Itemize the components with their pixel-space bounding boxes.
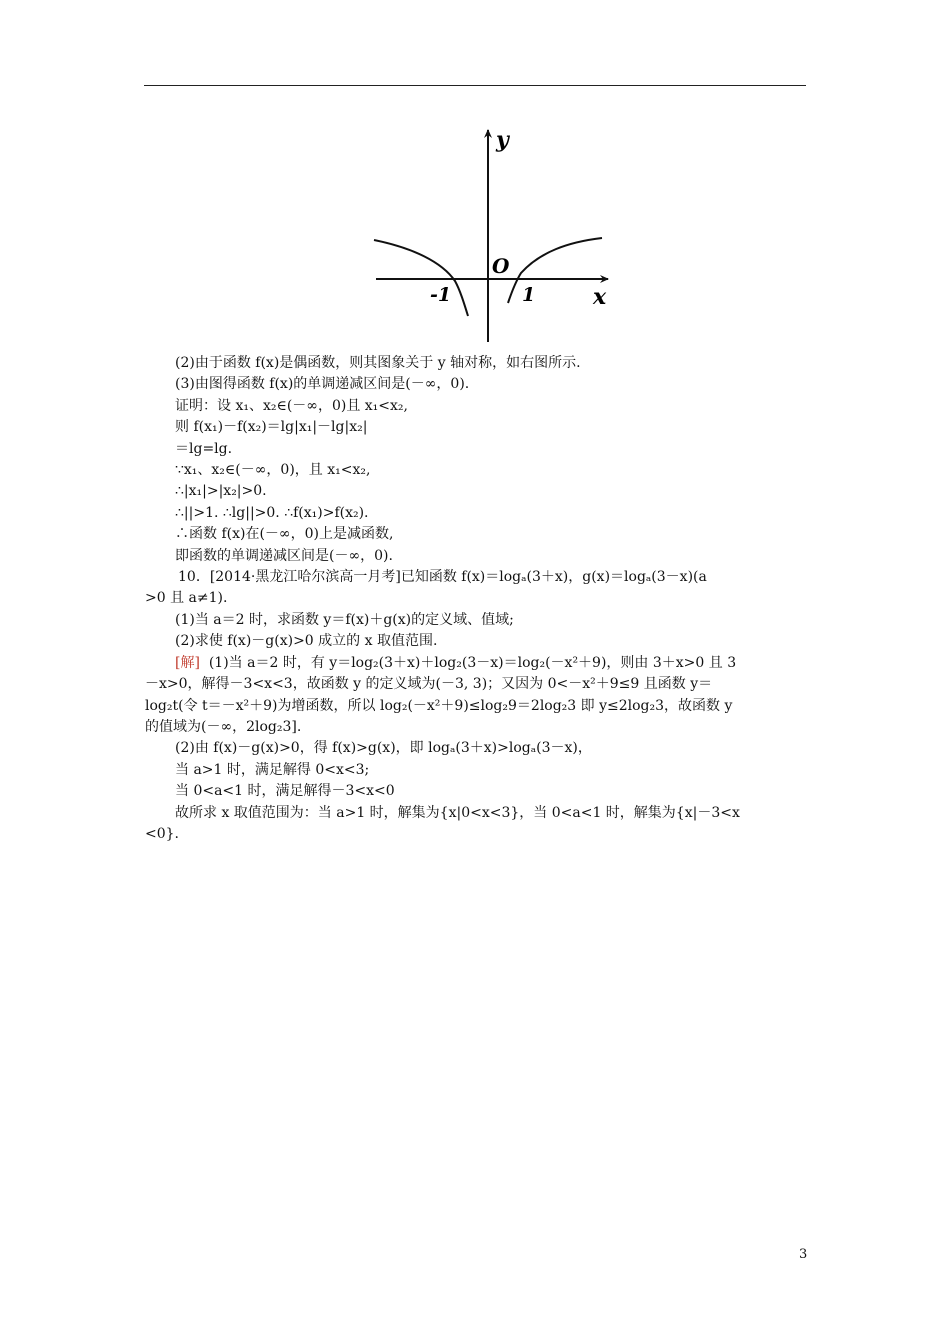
text-line: ∴函数 f(x)在(－∞，0)上是减函数, bbox=[175, 526, 394, 543]
problem-10-stem: 10．[2014·黑龙江哈尔滨高一月考]已知函数 f(x)＝logₐ(3＋x)，g(x)＝logₐ(3－x)(a bbox=[178, 569, 707, 586]
text-line: (2)由于函数 f(x)是偶函数，则其图象关于 y 轴对称，如右图所示. bbox=[175, 355, 581, 371]
text-line: －x>0，解得－3<x<3，故函数 y 的定义域为(－3, 3)；又因为 0<－x²＋9≤9 且函数 y＝ bbox=[145, 676, 713, 693]
text-line: 证明：设 x₁、x₂∈(－∞，0)且 x₁<x₂, bbox=[175, 397, 408, 414]
page-number: 3 bbox=[799, 1247, 808, 1262]
text-line: ∵x₁、x₂∈(－∞，0)，且 x₁<x₂, bbox=[175, 462, 371, 479]
text-line: ＝lg=lg. bbox=[175, 440, 233, 457]
solution-line bbox=[145, 653, 808, 674]
tick-label-neg1: -1 bbox=[430, 284, 452, 306]
origin-label: O bbox=[492, 254, 510, 278]
text-line: <0}. bbox=[145, 825, 179, 842]
text-line: ∴||>1. ∴lg||>0. ∴f(x₁)>f(x₂). bbox=[175, 504, 369, 521]
text-line: 则 f(x₁)－f(x₂)＝lg|x₁|－lg|x₂| bbox=[175, 419, 368, 436]
text-line: (3)由图得函数 f(x)的单调递减区间是(－∞，0). bbox=[175, 376, 470, 393]
text-line: 当 a>1 时，满足解得 0<x<3; bbox=[175, 761, 370, 778]
text-line: 即函数的单调递减区间是(－∞，0). bbox=[175, 547, 393, 564]
text-line: (2)由 f(x)－g(x)>0，得 f(x)>g(x)，即 logₐ(3＋x)>logₐ(3－x)， bbox=[175, 740, 592, 757]
solution-tag: [解] bbox=[175, 654, 200, 671]
function-graph bbox=[368, 122, 618, 346]
x-axis-label: x bbox=[593, 284, 607, 310]
solution-text: (1)当 a＝2 时，有 y＝log₂(3＋x)＋log₂(3－x)＝log₂(－x²＋9)，则由 3＋x>0 且 3 bbox=[208, 654, 737, 671]
tick-label-1: 1 bbox=[522, 284, 536, 306]
text-line: ∴|x₁|>|x₂|>0. bbox=[175, 483, 267, 500]
text-line: 的值域为(－∞，2log₂3]. bbox=[145, 718, 302, 735]
problem-10-part1: (1)当 a＝2 时，求函数 y＝f(x)＋g(x)的定义域、值域; bbox=[175, 611, 514, 628]
text-line: 故所求 x 取值范围为：当 a>1 时，解集为{x|0<x<3}，当 0<a<1 时，解集为{x|－3<x bbox=[175, 804, 740, 821]
text-line: 当 0<a<1 时，满足解得－3<x<0 bbox=[175, 783, 395, 800]
header-rule bbox=[144, 85, 806, 86]
document-body bbox=[145, 353, 808, 845]
problem-10-part2: (2)求使 f(x)－g(x)>0 成立的 x 取值范围. bbox=[175, 633, 438, 650]
y-axis-label: y bbox=[496, 127, 509, 153]
text-line: >0 且 a≠1). bbox=[145, 590, 228, 607]
text-line: log₂t(令 t＝－x²＋9)为增函数，所以 log₂(－x²＋9)≤log₂9＝2log₂3 即 y≤2log₂3，故函数 y bbox=[145, 697, 733, 714]
